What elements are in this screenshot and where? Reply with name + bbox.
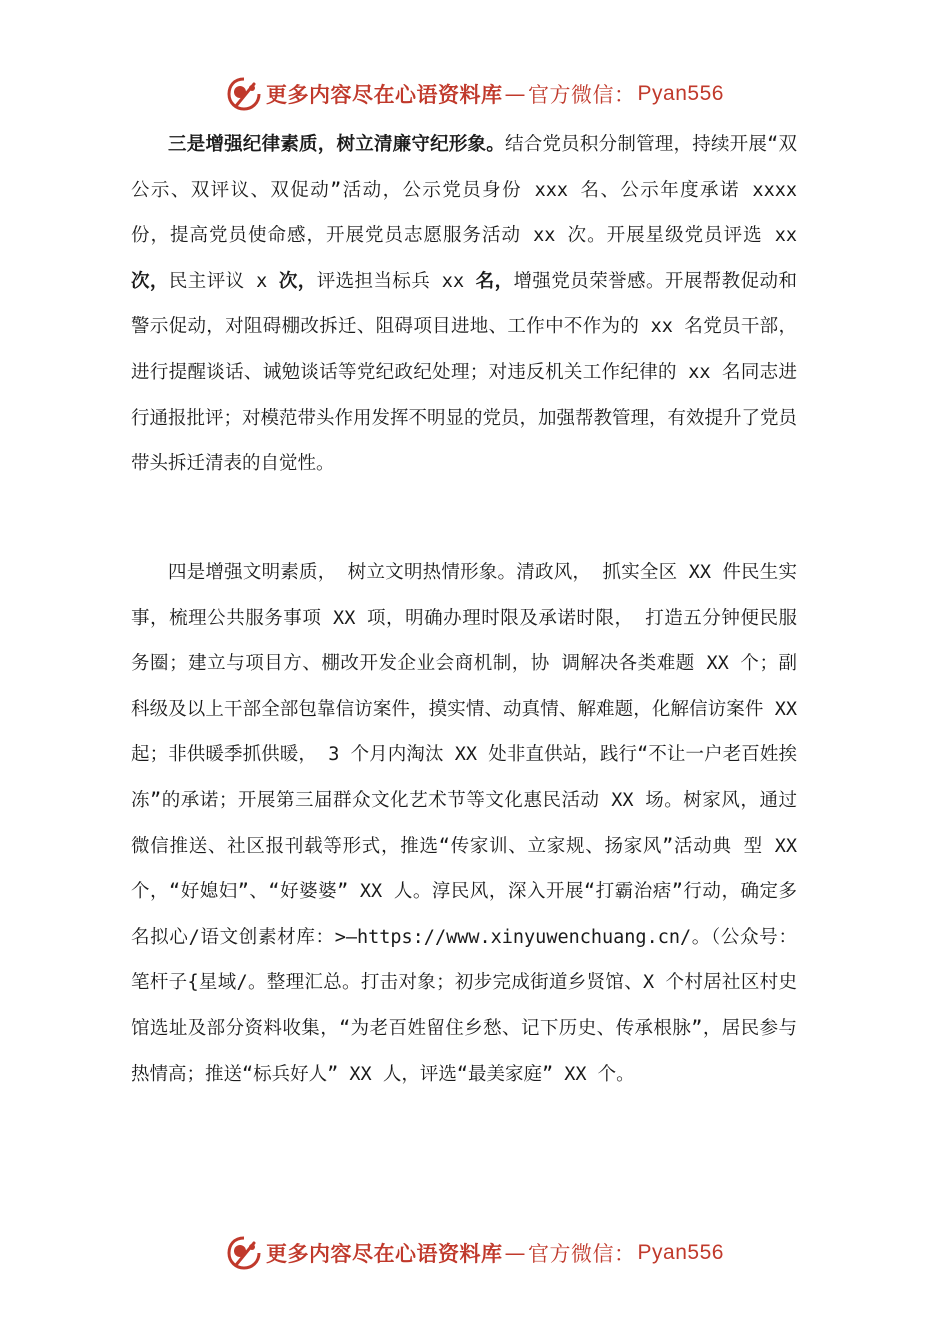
paragraph-text	[131, 122, 797, 487]
banner-wechat-id: Pyan556	[637, 1241, 724, 1264]
banner-wechat-label: 官方微信：	[528, 83, 636, 107]
text-run: 民主评议 x	[168, 270, 279, 292]
footer-banner	[0, 1233, 950, 1273]
brand-logo-icon	[226, 1235, 262, 1271]
brand-logo-icon	[226, 76, 262, 112]
text-run: 增强党员荣誉感。开展帮教促动和警示促动，对阻碍棚改拆迁、阻碍项目进地、工作中不作为的 xx 名党员干部，进行提醒谈话、诫勉谈话等党纪政纪处理；对违反机关工作纪律的 xx 名同志进行通报批评；对模范带头作用发挥不明显的党员，加强帮教管理，有效提升了党员带头拆迁清表的自觉性。	[131, 270, 798, 475]
bold-run: 名，	[475, 270, 514, 292]
banner-dash: —	[504, 1241, 527, 1265]
banner-title: 更多内容尽在心语资料库	[266, 1241, 503, 1266]
paragraph-heading: 三是增强纪律素质，树立清廉守纪形象。	[168, 134, 506, 155]
text-run: 结合党员积分制管理，持续开展“双公示、双评议、双促动”活动，公示党员身份 xxx 名、公示年度承诺 xxxx 份，提高党员使命感，开展党员志愿服务活动 xx 次。开展星级党员评选 xx	[131, 134, 797, 247]
header-banner	[0, 74, 950, 114]
paragraph-discipline	[131, 122, 797, 487]
banner-wechat-label: 官方微信：	[528, 1242, 636, 1266]
bold-run: 次，	[131, 270, 169, 292]
bold-run: 次，	[278, 270, 317, 292]
banner-wechat-id: Pyan556	[637, 82, 724, 105]
banner-dash: —	[504, 82, 527, 106]
paragraph-civility	[131, 550, 797, 1097]
text-run: 评选担当标兵 xx	[316, 270, 476, 292]
paragraph-text: 四是增强文明素质， 树立文明热情形象。清政风， 抓实全区 XX 件民生实事，梳理公共服务事项 XX 项，明确办理时限及承诺时限， 打造五分钟便民服务圈；建立与项目方、棚改开发企业会商机制，协 调解决各类难题 XX 个；副科级及以上干部全部包靠信访案件，摸实情、动真情、解难题，化解信访案件 XX 起；非供暖季抓供暖， 3 个月内淘汰 XX 处非直供站，践行“不让一户老百姓挨冻”的承诺；开展第三届群众文化艺术节等文化惠民活动 XX 场。树家风，通过微信推送、社区报刊载等形式，推选“传家训、立家规、扬家风”活动典 型 XX 个，“好媳妇”、“好婆婆” XX 人。淳民风，深入开展“打霸治痞”行动，确定多名拟心/语文创素材库：>—https://www.xinyuwenchuang.cn/。（公众号：笔杆子{星域/。整理汇总。打击对象；初步完成街道乡贤馆、X 个村居社区村史馆选址及部分资料收集，“为老百姓留住乡愁、记下历史、传承根脉”，居民参与热情高；推送“标兵好人” XX 人，评选“最美家庭” XX 个。	[131, 562, 797, 1085]
banner-title: 更多内容尽在心语资料库	[266, 82, 503, 107]
